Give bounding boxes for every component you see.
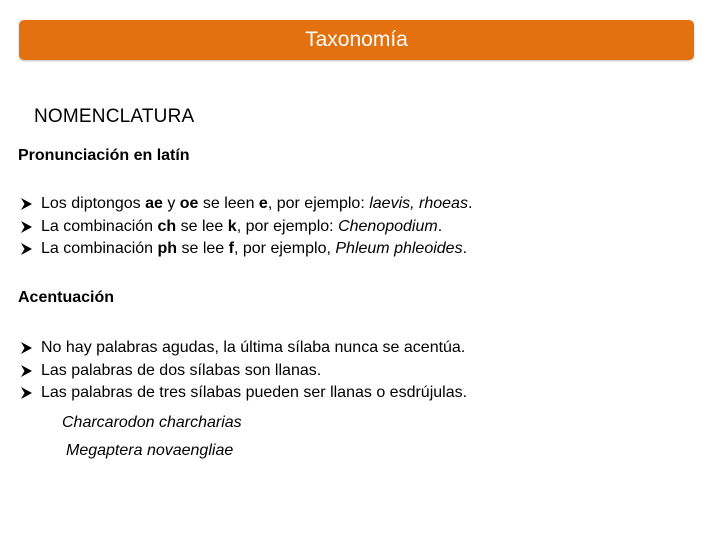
list-item: Los diptongos ae y oe se leen e, por ejemplo: laevis, rhoeas. [20,193,472,216]
section-title: NOMENCLATURA [34,106,195,127]
list-item: La combinación ph se lee f, por ejemplo, Phleum phleoides. [20,238,472,261]
accentuation-heading: Acentuación [18,289,115,306]
accentuation-list [20,337,467,405]
list-item: Las palabras de dos sílabas son llanas. [20,360,467,383]
pronunciation-list [20,193,472,261]
banner-title: Taxonomía [305,28,408,51]
example-species-2: Megaptera novaengliae [66,442,234,459]
species-examples [62,409,242,465]
list-item: La combinación ch se lee k, por ejemplo: Chenopodium. [20,216,472,239]
list-item: Las palabras de tres sílabas pueden ser llanas o esdrújulas. [20,382,467,405]
title-banner [19,20,694,60]
arrowhead-bullet-icon [20,197,33,211]
pronunciation-heading: Pronunciación en latín [18,147,190,164]
arrowhead-bullet-icon [20,242,33,256]
arrowhead-bullet-icon [20,341,33,355]
arrowhead-bullet-icon [20,220,33,234]
example-species-1: Charcarodon charcharias [62,414,242,431]
list-item: No hay palabras agudas, la última sílaba nunca se acentúa. [20,337,467,360]
arrowhead-bullet-icon [20,386,33,400]
arrowhead-bullet-icon [20,364,33,378]
